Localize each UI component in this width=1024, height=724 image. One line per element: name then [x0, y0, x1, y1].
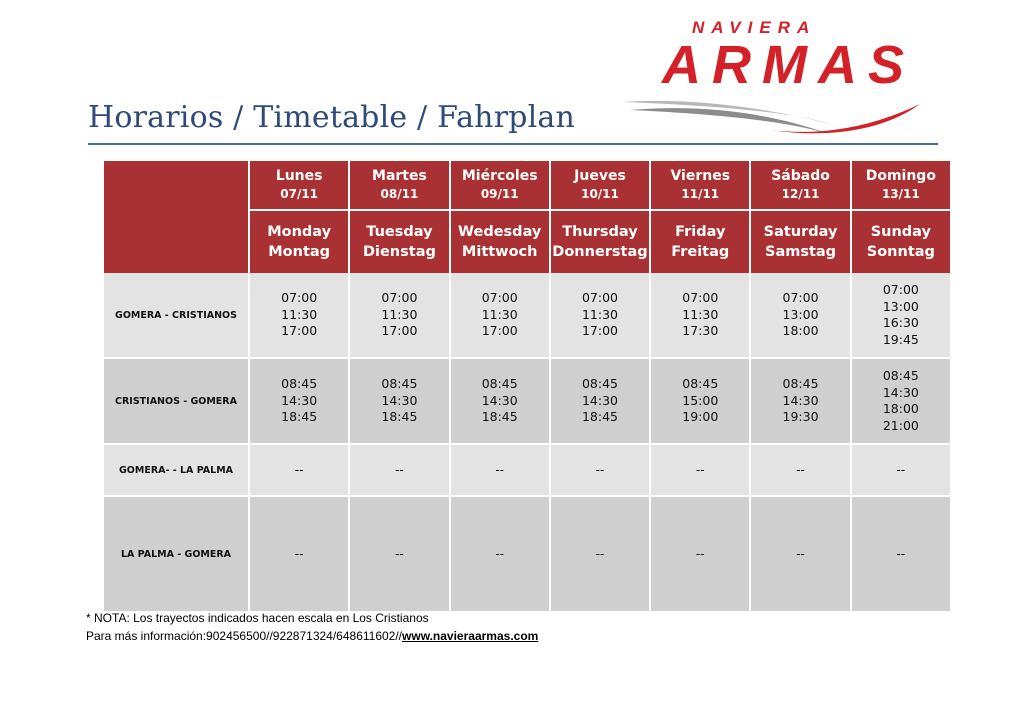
departure-time: 07:00: [782, 290, 819, 306]
departure-cell: [350, 273, 448, 359]
departure-time: 14:30: [481, 392, 518, 408]
departure-cell: [250, 273, 348, 359]
departure-cell: [852, 273, 950, 359]
departure-time: --: [294, 547, 304, 561]
departure-time: 17:00: [481, 323, 518, 339]
departure-time: --: [395, 547, 404, 561]
day-name-de: Dienstag: [362, 244, 436, 260]
day-name-es: Miércoles: [461, 168, 538, 184]
day-date: 09/11: [480, 187, 519, 201]
departure-cell: [451, 273, 549, 359]
departure-time: 13:00: [882, 298, 919, 314]
route-name: GOMERA - CRISTIANOS: [104, 273, 248, 359]
departure-time: 08:45: [882, 368, 919, 383]
departure-time: 18:00: [882, 401, 919, 416]
header-translation-5: [751, 211, 849, 273]
header-translation-0: [250, 211, 348, 273]
day-date: 08/11: [380, 187, 419, 201]
nota-text: * NOTA: Los trayectos indicados hacen escala en Los Cristianos: [86, 611, 429, 625]
departure-time: 11:30: [581, 306, 618, 322]
footer-note: [86, 609, 538, 645]
day-name-es: Martes: [372, 168, 427, 184]
departure-cell: [651, 359, 749, 445]
departure-time: --: [896, 463, 906, 477]
logo-naviera-text: NAVIERA: [692, 18, 817, 37]
header-translation-1: [350, 211, 448, 273]
header-translation-6: [852, 211, 950, 273]
departure-cell: [651, 273, 749, 359]
info-phones: Para más información:902456500//922871324/648611602//: [86, 629, 403, 643]
departure-cell: [451, 359, 549, 445]
departure-cell: [852, 359, 950, 445]
day-name-de: Freitag: [671, 244, 730, 260]
header-day-5: [751, 161, 849, 211]
departure-time: 08:45: [281, 376, 318, 392]
day-name-en: Friday: [675, 224, 726, 240]
departure-time: 18:45: [381, 409, 418, 425]
page-title: Horarios / Timetable / Fahrplan: [88, 100, 576, 135]
departure-time: --: [695, 547, 705, 561]
day-name-en: Monday: [267, 224, 332, 240]
departure-time: --: [495, 463, 505, 477]
day-date: 11/11: [681, 187, 720, 201]
day-date: 12/11: [781, 187, 820, 201]
day-name-de: Montag: [268, 244, 331, 260]
departure-cell: [751, 497, 849, 611]
departure-cell: [250, 445, 348, 497]
departure-cell: [451, 497, 549, 611]
departure-time: 21:00: [882, 417, 919, 433]
departure-cell: [350, 359, 448, 445]
departure-time: 14:30: [882, 384, 919, 400]
departure-time: --: [595, 547, 605, 561]
departure-cell: [250, 359, 348, 445]
departure-time: 19:45: [882, 331, 919, 347]
departure-time: --: [896, 547, 906, 561]
departure-time: 11:30: [281, 306, 318, 322]
departure-time: --: [395, 463, 404, 477]
departure-cell: [852, 497, 950, 611]
day-name-es: Domingo: [865, 168, 936, 184]
departure-time: 11:30: [682, 306, 719, 322]
departure-time: 08:45: [581, 376, 618, 392]
day-name-de: Donnerstag: [552, 244, 648, 260]
day-name-en: Wedesday: [458, 224, 542, 240]
departure-time: 07:00: [882, 282, 919, 297]
departure-cell: [451, 445, 549, 497]
departure-time: 17:30: [682, 323, 719, 339]
website-link[interactable]: www.navieraarmas.com: [402, 629, 539, 643]
departure-time: 07:00: [481, 290, 518, 306]
departure-time: 08:45: [481, 376, 518, 392]
departure-cell: [751, 445, 849, 497]
day-name-es: Lunes: [275, 168, 323, 184]
departure-time: 19:00: [682, 409, 719, 425]
logo-wave-icon: [620, 96, 950, 146]
naviera-armas-logo: [620, 18, 950, 148]
table-row: [104, 445, 950, 497]
departure-time: 17:00: [581, 323, 618, 339]
departure-time: 08:45: [381, 376, 418, 392]
day-name-de: Mittwoch: [461, 244, 538, 260]
departure-time: 17:00: [281, 323, 318, 339]
day-date: 10/11: [581, 187, 619, 201]
departure-time: 15:00: [682, 392, 719, 408]
departure-time: 14:30: [381, 392, 418, 408]
departure-time: --: [495, 547, 505, 561]
departure-time: 18:45: [481, 409, 518, 425]
header-translation-4: [651, 211, 749, 273]
header-day-4: [651, 161, 749, 211]
day-name-de: Sonntag: [866, 244, 935, 260]
day-name-de: Samstag: [765, 244, 837, 260]
departure-cell: [551, 273, 649, 359]
departure-cell: [350, 445, 448, 497]
departure-time: --: [796, 463, 805, 477]
departure-time: 16:30: [882, 315, 919, 330]
header-translation-2: [451, 211, 549, 273]
departure-time: 17:00: [381, 323, 418, 339]
departure-time: 07:00: [581, 290, 618, 306]
departure-cell: [651, 445, 749, 497]
day-name-es: Sábado: [771, 168, 830, 184]
departure-time: --: [595, 463, 605, 477]
header-day-0: [250, 161, 348, 211]
departure-cell: [250, 497, 348, 611]
info-line: [86, 627, 538, 645]
table-row: [104, 359, 950, 445]
departure-cell: [751, 273, 849, 359]
route-name: CRISTIANOS - GOMERA: [104, 359, 248, 445]
departure-time: 18:00: [782, 323, 819, 339]
departure-time: 11:30: [481, 306, 518, 322]
header-row-days: [104, 161, 950, 211]
departure-time: 08:45: [782, 376, 819, 392]
day-date: 07/11: [280, 187, 319, 201]
day-name-en: Tuesday: [366, 224, 433, 240]
departure-time: 11:30: [381, 306, 418, 322]
day-name-es: Jueves: [574, 168, 626, 184]
departure-time: 08:45: [682, 376, 719, 392]
departure-time: --: [294, 463, 304, 477]
departure-time: --: [796, 547, 805, 561]
departure-time: 14:30: [782, 392, 819, 408]
departure-time: 13:00: [782, 306, 819, 322]
table-row: [104, 497, 950, 611]
header-corner: [104, 161, 248, 273]
departure-cell: [852, 445, 950, 497]
departure-cell: [551, 445, 649, 497]
departure-time: 18:45: [281, 409, 318, 425]
departure-time: 07:00: [281, 290, 318, 306]
day-name-es: Viernes: [670, 168, 731, 184]
header-day-6: [852, 161, 950, 211]
departure-time: 07:00: [381, 290, 418, 306]
timetable: [102, 161, 952, 611]
departure-time: 19:30: [782, 409, 819, 425]
logo-armas-text: ARMAS: [662, 35, 915, 95]
table-row: [104, 273, 950, 359]
departure-time: --: [695, 463, 705, 477]
departure-time: 14:30: [581, 392, 618, 408]
header-day-3: [551, 161, 649, 211]
day-date: 13/11: [881, 187, 920, 201]
route-name: LA PALMA - GOMERA: [104, 497, 248, 611]
departure-cell: [350, 497, 448, 611]
day-name-en: Sunday: [870, 224, 931, 240]
header-day-2: [451, 161, 549, 211]
header-translation-3: [551, 211, 649, 273]
day-name-en: Saturday: [763, 224, 838, 240]
day-name-en: Thursday: [562, 224, 638, 240]
departure-cell: [751, 359, 849, 445]
departure-time: 07:00: [682, 290, 719, 306]
departure-cell: [551, 359, 649, 445]
departure-cell: [551, 497, 649, 611]
departure-time: 14:30: [281, 392, 318, 408]
departure-cell: [651, 497, 749, 611]
header-day-1: [350, 161, 448, 211]
departure-time: 18:45: [581, 409, 618, 425]
route-name: GOMERA- - LA PALMA: [104, 445, 248, 497]
